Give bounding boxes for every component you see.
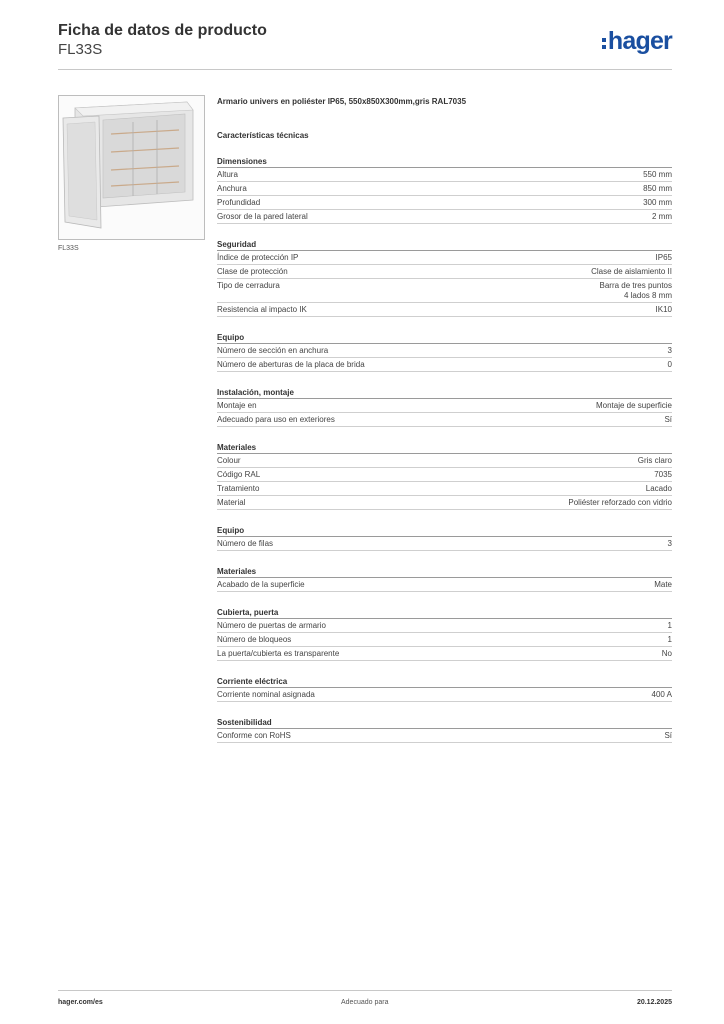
spec-row xyxy=(217,647,672,661)
section-title: Corriente eléctrica xyxy=(217,676,672,688)
footer-middle: Adecuado para xyxy=(341,999,389,1006)
spec-label: La puerta/cubierta es transparente xyxy=(217,649,340,658)
spec-row xyxy=(217,210,672,224)
logo-dots-icon xyxy=(602,38,606,49)
spec-value: No xyxy=(661,649,672,658)
spec-row xyxy=(217,496,672,510)
footer-date: 20.12.2025 xyxy=(636,999,672,1006)
spec-row xyxy=(217,196,672,210)
spec-label: Tipo de cerradura xyxy=(217,281,280,290)
spec-row xyxy=(217,482,672,496)
product-code: FL33S xyxy=(58,41,103,58)
cabinet-image-icon xyxy=(59,96,204,239)
spec-label: Colour xyxy=(217,456,241,465)
spec-section xyxy=(217,332,672,372)
spec-label: Número de aberturas de la placa de brida xyxy=(217,360,365,369)
spec-value: 7035 xyxy=(654,470,672,479)
spec-value: Poliéster reforzado con vidrio xyxy=(568,498,672,507)
section-title: Instalación, montaje xyxy=(217,387,672,399)
section-title: Seguridad xyxy=(217,239,672,251)
spec-value: 300 mm xyxy=(643,198,672,207)
footer-website: hager.com/es xyxy=(58,999,103,1006)
section-title: Equipo xyxy=(217,332,672,344)
spec-value: Clase de aislamiento II xyxy=(591,267,672,276)
spec-label: Tratamiento xyxy=(217,484,260,493)
spec-row xyxy=(217,344,672,358)
spec-value: 400 A xyxy=(651,690,672,699)
product-image xyxy=(58,95,205,240)
spec-row xyxy=(217,399,672,413)
spec-label: Altura xyxy=(217,170,238,179)
spec-row xyxy=(217,578,672,592)
tech-characteristics-title: Características técnicas xyxy=(217,131,309,140)
spec-label: Montaje en xyxy=(217,401,257,410)
spec-value: IK10 xyxy=(655,305,672,314)
image-caption: FL33S xyxy=(58,245,79,252)
spec-value: 550 mm xyxy=(643,170,672,179)
section-title: Materiales xyxy=(217,442,672,454)
spec-label: Número de filas xyxy=(217,539,274,548)
spec-value: 1 xyxy=(667,635,672,644)
spec-value: Montaje de superficie xyxy=(595,401,672,410)
spec-row xyxy=(217,454,672,468)
spec-row xyxy=(217,168,672,182)
page-footer xyxy=(58,990,672,1013)
section-title: Dimensiones xyxy=(217,156,672,168)
spec-value: Sí xyxy=(664,731,672,740)
spec-row xyxy=(217,537,672,551)
spec-label: Conforme con RoHS xyxy=(217,731,291,740)
spec-row xyxy=(217,279,672,303)
section-title: Materiales xyxy=(217,566,672,578)
spec-section xyxy=(217,676,672,702)
spec-value: Sí xyxy=(664,415,672,424)
product-specs xyxy=(217,96,672,743)
spec-value: Barra de tres puntos 4 lados 8 mm xyxy=(599,281,672,300)
spec-label: Índice de protección IP xyxy=(217,253,299,262)
spec-section xyxy=(217,156,672,224)
spec-section xyxy=(217,387,672,427)
spec-value: 1 xyxy=(667,621,672,630)
spec-label: Número de sección en anchura xyxy=(217,346,329,355)
spec-value: 2 mm xyxy=(652,212,672,221)
spec-label: Acabado de la superficie xyxy=(217,580,305,589)
spec-label: Código RAL xyxy=(217,470,261,479)
spec-row xyxy=(217,619,672,633)
spec-value: 3 xyxy=(667,346,672,355)
spec-label: Número de bloqueos xyxy=(217,635,292,644)
spec-value: Lacado xyxy=(645,484,672,493)
spec-section xyxy=(217,717,672,743)
section-title: Equipo xyxy=(217,525,672,537)
spec-label: Resistencia al impacto IK xyxy=(217,305,307,314)
spec-section xyxy=(217,607,672,661)
spec-label: Anchura xyxy=(217,184,247,193)
spec-value: Gris claro xyxy=(637,456,672,465)
spec-label: Corriente nominal asignada xyxy=(217,690,315,699)
spec-row xyxy=(217,688,672,702)
spec-row xyxy=(217,265,672,279)
spec-row xyxy=(217,358,672,372)
spec-section xyxy=(217,566,672,592)
spec-label: Clase de protección xyxy=(217,267,288,276)
spec-row xyxy=(217,633,672,647)
spec-sections xyxy=(217,156,672,743)
spec-label: Adecuado para uso en exteriores xyxy=(217,415,335,424)
spec-value: IP65 xyxy=(655,253,672,262)
spec-value: 0 xyxy=(667,360,672,369)
spec-value: Mate xyxy=(654,580,672,589)
spec-value: 3 xyxy=(667,539,672,548)
spec-value: 850 mm xyxy=(643,184,672,193)
spec-label: Material xyxy=(217,498,246,507)
section-title: Cubierta, puerta xyxy=(217,607,672,619)
spec-row xyxy=(217,182,672,196)
spec-label: Profundidad xyxy=(217,198,261,207)
section-title: Sostenibilidad xyxy=(217,717,672,729)
spec-row xyxy=(217,303,672,317)
spec-row xyxy=(217,468,672,482)
spec-row xyxy=(217,413,672,427)
spec-section xyxy=(217,442,672,510)
spec-label: Grosor de la pared lateral xyxy=(217,212,308,221)
spec-section xyxy=(217,525,672,551)
logo-text: hager xyxy=(607,26,672,55)
page-header xyxy=(58,22,672,70)
spec-section xyxy=(217,239,672,317)
document-title: Ficha de datos de producto xyxy=(58,22,267,39)
spec-row xyxy=(217,729,672,743)
spec-row xyxy=(217,251,672,265)
hager-logo xyxy=(602,26,672,56)
spec-label: Número de puertas de armario xyxy=(217,621,326,630)
product-description: Armario univers en poliéster IP65, 550x850X300mm,gris RAL7035 xyxy=(217,97,467,106)
